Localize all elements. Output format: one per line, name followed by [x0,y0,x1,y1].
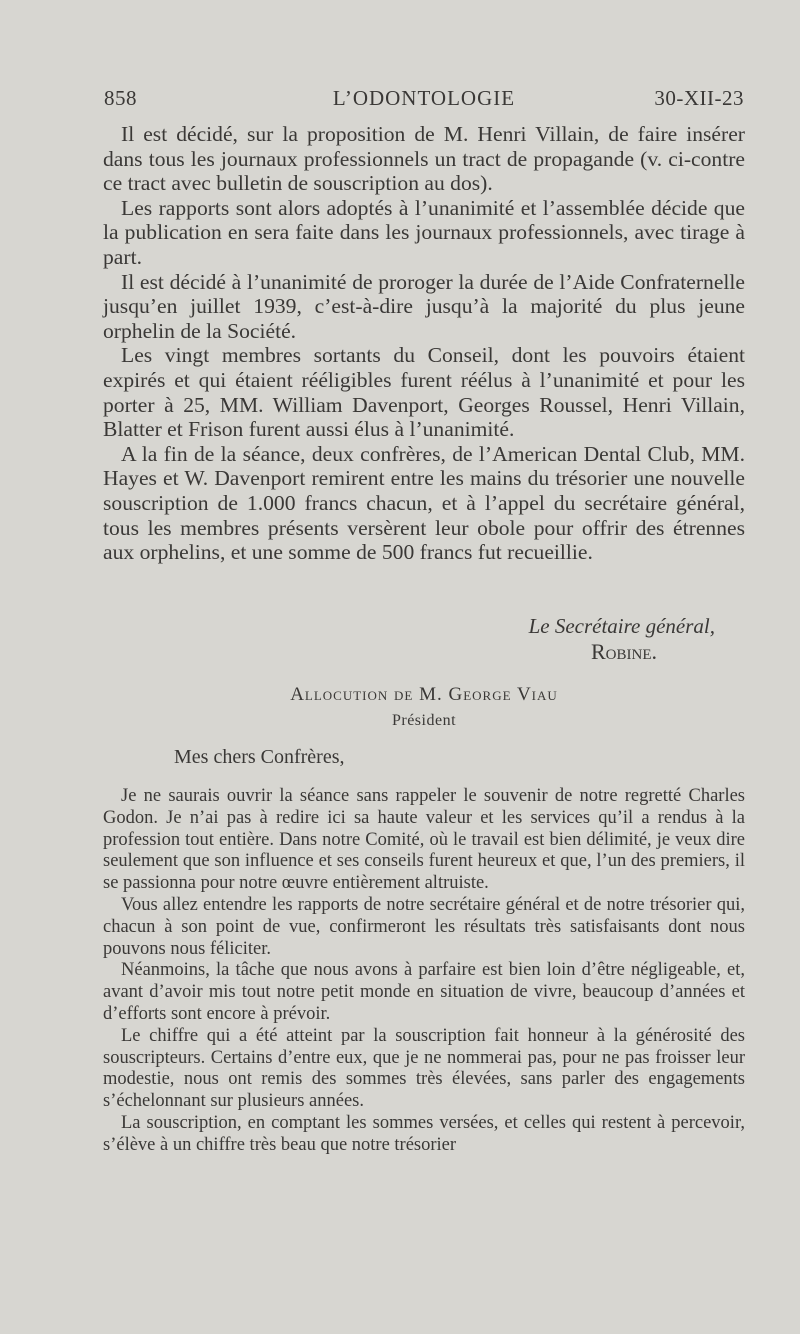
signature-name: Robine. [590,639,657,664]
allocution-text [103,786,745,1157]
journal-title: L’ODONTOLOGIE [332,86,516,110]
paragraph: Vous allez entendre les rapports de notre secrétaire général et de notre trésorier qui, chacun à son point de vue, confirmeront les résultats très satisfaisants dont nous pouvons nous féliciter. [103,894,745,959]
paragraph: La souscription, en comptant les sommes versées, et celles qui restent à percevoir, s’élève à un chiffre très beau que notre trésorier [103,1112,745,1155]
paragraph: Néanmoins, la tâche que nous avons à parfaire est bien loin d’être négligeable, et, avant d’avoir mis tout notre petit monde en situation de vivre, beaucoup d’années et d’efforts sont encore à prévoir. [103,960,745,1024]
issue-date: 30-XII-23 [654,86,744,110]
signature-title: Le Secrétaire général, [528,614,715,638]
minutes-text [103,122,745,565]
paragraph: Il est décidé à l’unanimité de proroger la durée de l’Aide Confraternelle jusqu’en juillet 1939, c’est-à-dire jusqu’à la majorité du plus jeune orphelin de la Société. [103,269,745,343]
paragraph: Les rapports sont alors adoptés à l’unanimité et l’assemblée décide que la publication en sera faite dans les journaux professionnels, avec tirage à part. [103,195,745,269]
paragraph: Les vingt membres sortants du Conseil, dont les pouvoirs étaient expirés et qui étaient rééligibles furent réélus à l’unanimité et pour les porter à 25, MM. William Davenport, Georges Roussel, Henri Villain, Blatter et Frison furent aussi élus à l’unanimité. [103,343,745,442]
paragraph: Je ne saurais ouvrir la séance sans rappeler le souvenir de notre regretté Charles Godon. Je n’ai pas à redire ici sa haute valeur et les services qu’il a rendus à la profession tout entière. Dans notre Comité, où le travail est bien délimité, je veux dire seulement que son influence et ses conseils furent heureux et que, l’un des premiers, il se passionna pour notre œuvre entièrement altruiste. [103,786,745,894]
page-number: 858 [104,86,137,110]
allocution-subheading: Président [391,712,457,729]
paragraph: Le chiffre qui a été atteint par la souscription fait honneur à la générosité des souscripteurs. Certains d’entre eux, que je ne nommerai pas, pour ne pas froisser leur modestie, nous ont remis des sommes très élevées, sans parler des engagements s’échelonnant sur plusieurs années. [103,1025,745,1112]
paragraph: Il est décidé, sur la proposition de M. Henri Villain, de faire insérer dans tous les journaux professionnels un tract de propagande (v. ci-contre ce tract avec bulletin de souscription au dos). [103,122,745,196]
salutation: Mes chers Confrères, [174,746,345,768]
running-header [104,86,744,118]
allocution-heading: Allocution de M. George Viau [290,684,558,705]
paragraph: A la fin de la séance, deux confrères, de l’American Dental Club, MM. Hayes et W. Davenport remirent entre les mains du trésorier une nouvelle souscription de 1.000 francs chacun, et à l’appel du secrétaire général, tous les membres présents versèrent leur obole pour offrir des étrennes aux orphelins, et une somme de 500 francs fut recueillie. [103,441,745,565]
